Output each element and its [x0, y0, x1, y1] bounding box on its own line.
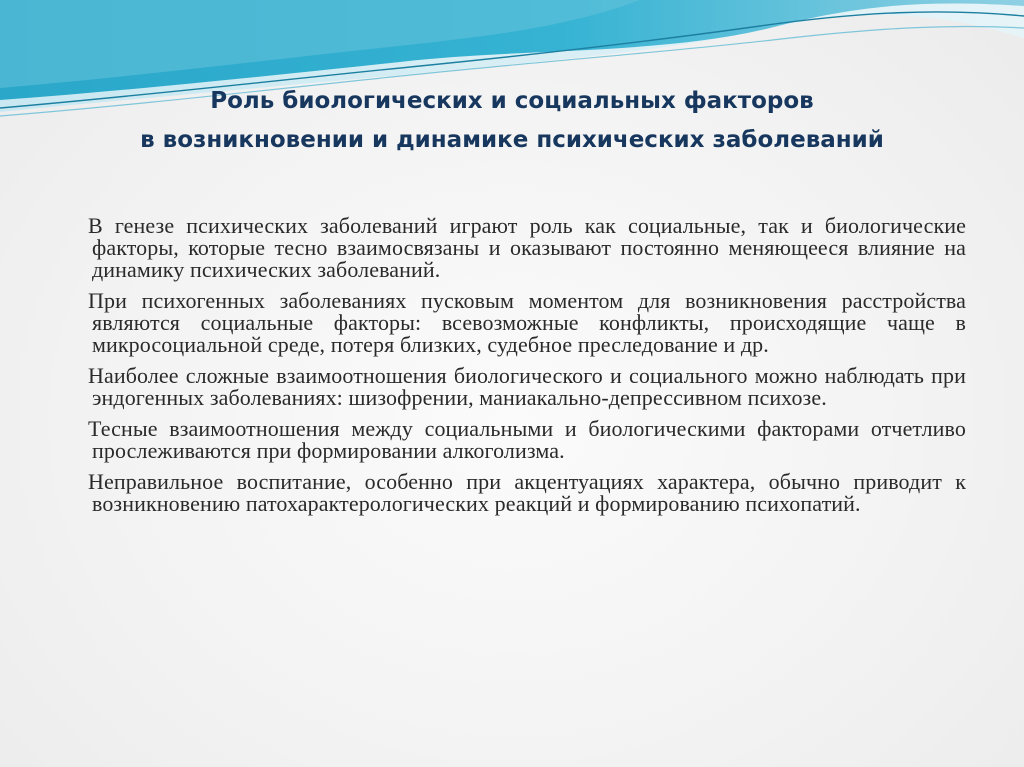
slide-title — [40, 82, 984, 160]
paragraph-endogenous: Наиболее сложные взаимоотношения биологического и социального можно наблюдать при эндогенных заболеваниях: шизофрении, маниакально-депрессивном психозе. — [88, 363, 966, 410]
paragraph-psychogenic: При психогенных заболеваниях пусковым моментом для возникновения расстройства являются социальные факторы: всевозможные конфликты, происходящие чаще в микросоциальной среде, потеря близких, судебное преследование и др. — [88, 288, 966, 357]
slide-body — [80, 215, 966, 524]
paragraph-genesis: В генезе психических заболеваний играют роль как социальные, так и биологические факторы, которые тесно взаимосвязаны и оказывают постоянно меняющееся влияние на динамику психических заболеваний. — [88, 213, 966, 282]
slide-title-line-1: Роль биологических и социальных факторов — [210, 88, 814, 114]
paragraph-alcoholism: Тесные взаимоотношения между социальными и биологическими факторами отчетливо прослеживаются при формировании алкоголизма. — [88, 416, 966, 463]
paragraph-upbringing: Неправильное воспитание, особенно при акцентуациях характера, обычно приводит к возникновению патохарактерологических реакций и формированию психопатий. — [88, 469, 966, 516]
slide-title-line-2: в возникновении и динамике психических заболеваний — [140, 127, 884, 153]
